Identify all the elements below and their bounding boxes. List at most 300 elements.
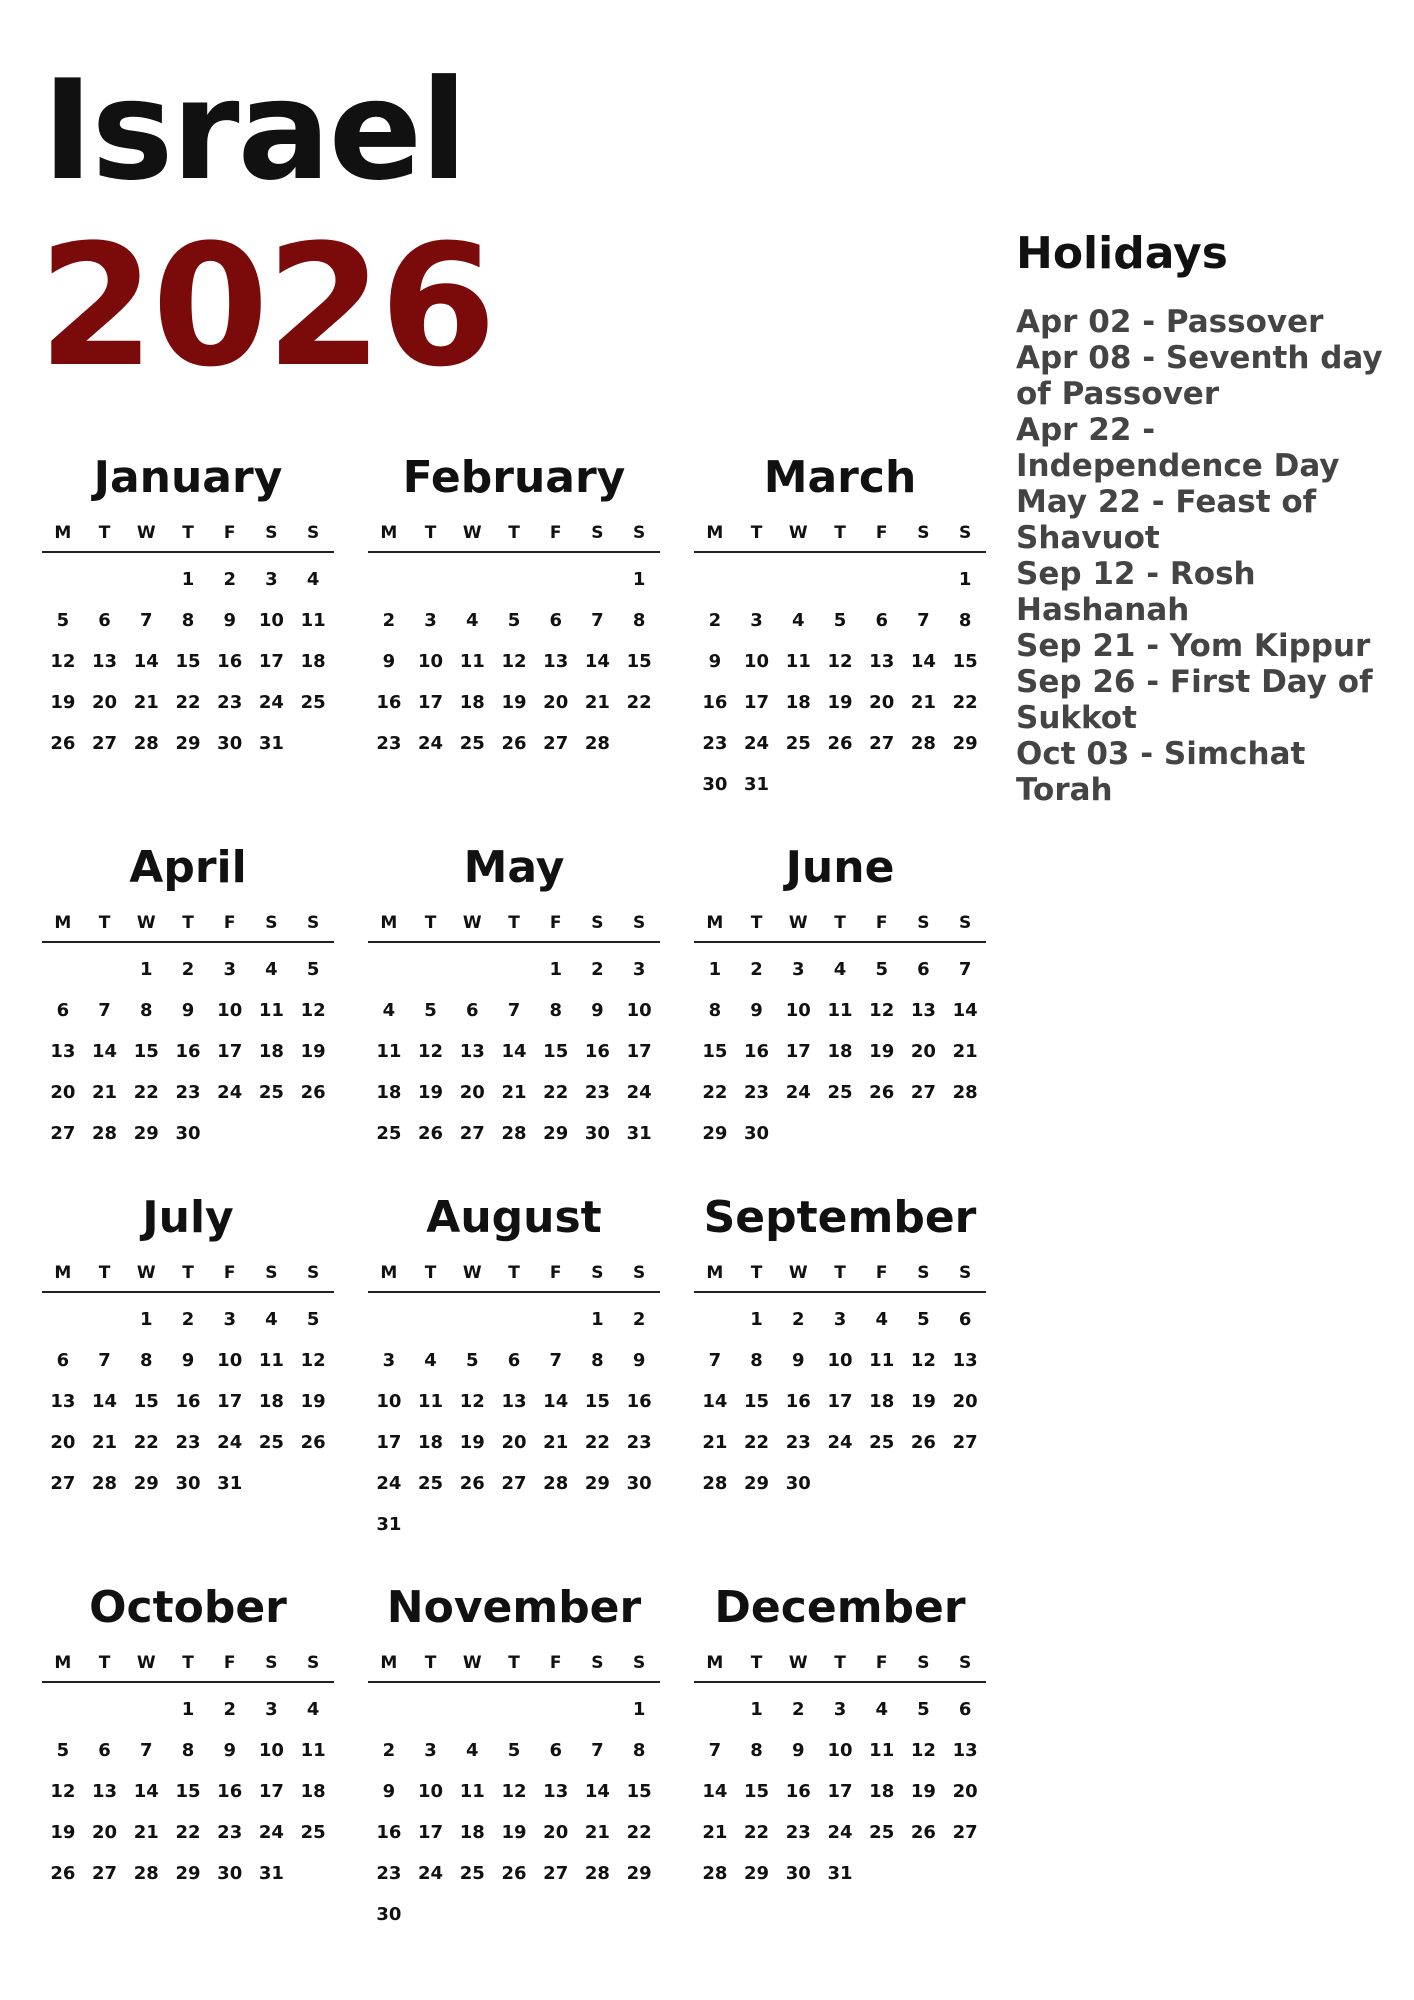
weekday-label: S bbox=[633, 1263, 646, 1283]
weekday-header bbox=[42, 1648, 334, 1678]
month-calendar-july bbox=[42, 1188, 334, 1508]
day-cell: 19 bbox=[459, 1432, 485, 1453]
day-cell: 3 bbox=[750, 610, 763, 631]
day-cell: 14 bbox=[952, 1000, 978, 1021]
empty-cell bbox=[736, 563, 778, 604]
weekday-label: T bbox=[98, 1263, 111, 1283]
day-cell: 25 bbox=[300, 1822, 326, 1843]
day-cell: 3 bbox=[382, 1350, 396, 1371]
day-cell: 6 bbox=[98, 610, 111, 631]
weekday-label: S bbox=[959, 1263, 972, 1283]
day-cell: 17 bbox=[785, 1041, 811, 1062]
month-name: August bbox=[426, 1192, 602, 1243]
weekday-header bbox=[694, 1258, 986, 1288]
day-cell: 8 bbox=[708, 1000, 722, 1021]
header-divider bbox=[694, 1681, 986, 1683]
day-cell: 22 bbox=[133, 1432, 159, 1453]
month-calendar-march bbox=[694, 448, 986, 809]
empty-cell bbox=[42, 1303, 84, 1344]
day-cell: 12 bbox=[910, 1740, 936, 1761]
day-cell: 25 bbox=[258, 1082, 284, 1103]
day-cell: 19 bbox=[300, 1041, 326, 1062]
day-cell: 5 bbox=[917, 1309, 930, 1330]
empty-cell bbox=[410, 953, 452, 994]
day-cell: 10 bbox=[258, 610, 284, 631]
day-cell: 18 bbox=[258, 1041, 284, 1062]
weekday-label: T bbox=[424, 523, 437, 543]
day-cell: 10 bbox=[626, 1000, 652, 1021]
weekday-label: S bbox=[307, 1263, 320, 1283]
day-cell: 13 bbox=[92, 651, 118, 672]
weekday-label: F bbox=[549, 1653, 562, 1673]
day-cell: 6 bbox=[958, 1699, 972, 1720]
day-cell: 18 bbox=[300, 651, 326, 672]
day-cell: 18 bbox=[459, 692, 485, 713]
day-cell: 10 bbox=[376, 1391, 402, 1412]
day-cell: 24 bbox=[258, 692, 284, 713]
weekday-label: M bbox=[54, 1263, 72, 1283]
day-cell: 25 bbox=[376, 1123, 402, 1144]
day-cell: 27 bbox=[543, 733, 569, 754]
month-calendar-october bbox=[42, 1578, 334, 1898]
day-cell: 5 bbox=[833, 610, 847, 631]
day-cell: 20 bbox=[543, 1822, 569, 1843]
day-cell: 18 bbox=[869, 1391, 895, 1412]
day-cell: 23 bbox=[217, 1822, 243, 1843]
day-cell: 4 bbox=[265, 1309, 278, 1330]
weekday-header bbox=[368, 1648, 660, 1678]
day-cell: 12 bbox=[869, 1000, 895, 1021]
month-calendar-may bbox=[368, 838, 660, 1158]
day-cell: 7 bbox=[98, 1000, 111, 1021]
day-cell: 11 bbox=[459, 651, 485, 672]
day-cell: 1 bbox=[750, 1699, 763, 1720]
header-divider bbox=[42, 1291, 334, 1293]
weekday-header bbox=[694, 1648, 986, 1678]
day-cell: 4 bbox=[875, 1699, 888, 1720]
header-divider bbox=[694, 1291, 986, 1293]
day-cell: 29 bbox=[744, 1863, 770, 1884]
day-cell: 7 bbox=[140, 1740, 153, 1761]
day-cell: 8 bbox=[958, 610, 972, 631]
weekday-label: S bbox=[917, 1653, 930, 1673]
weekday-label: T bbox=[834, 523, 846, 543]
day-cell: 30 bbox=[175, 1123, 201, 1144]
day-grid bbox=[42, 1303, 334, 1508]
day-cell: 11 bbox=[827, 1000, 853, 1021]
day-cell: 7 bbox=[591, 610, 604, 631]
holidays-heading: Holidays bbox=[1016, 228, 1228, 279]
day-cell: 12 bbox=[418, 1041, 444, 1062]
holiday-item: Sep 12 - Rosh Hashanah bbox=[1016, 556, 1256, 629]
day-cell: 12 bbox=[501, 1781, 527, 1802]
day-cell: 19 bbox=[827, 692, 853, 713]
day-cell: 6 bbox=[549, 1740, 562, 1761]
weekday-label: T bbox=[508, 1653, 520, 1673]
month-calendar-december bbox=[694, 1578, 986, 1898]
day-cell: 26 bbox=[50, 733, 76, 754]
day-cell: 16 bbox=[744, 1041, 770, 1062]
day-cell: 19 bbox=[869, 1041, 895, 1062]
weekday-header bbox=[42, 908, 334, 938]
day-cell: 23 bbox=[702, 733, 728, 754]
weekday-label: T bbox=[750, 913, 763, 933]
day-cell: 28 bbox=[584, 1863, 610, 1884]
day-cell: 3 bbox=[632, 959, 646, 980]
day-cell: 21 bbox=[133, 1822, 159, 1843]
day-cell: 30 bbox=[626, 1473, 652, 1494]
holiday-item: May 22 - Feast of Shavuot bbox=[1016, 484, 1317, 557]
day-cell: 19 bbox=[50, 1822, 76, 1843]
day-cell: 15 bbox=[133, 1391, 159, 1412]
day-cell: 2 bbox=[750, 959, 763, 980]
day-cell: 12 bbox=[910, 1350, 936, 1371]
day-cell: 7 bbox=[917, 610, 930, 631]
day-cell: 16 bbox=[785, 1391, 811, 1412]
weekday-label: T bbox=[182, 1653, 194, 1673]
day-cell: 21 bbox=[910, 692, 936, 713]
day-cell: 24 bbox=[217, 1082, 243, 1103]
day-cell: 26 bbox=[910, 1432, 936, 1453]
day-cell: 21 bbox=[702, 1822, 728, 1843]
day-cell: 30 bbox=[785, 1863, 811, 1884]
empty-cell bbox=[84, 1303, 126, 1344]
day-cell: 24 bbox=[418, 1863, 444, 1884]
day-cell: 28 bbox=[702, 1863, 728, 1884]
day-cell: 11 bbox=[258, 1000, 284, 1021]
empty-cell bbox=[577, 1693, 619, 1734]
day-cell: 9 bbox=[382, 651, 396, 672]
day-cell: 18 bbox=[300, 1781, 326, 1802]
day-cell: 2 bbox=[181, 1309, 195, 1330]
month-name: March bbox=[763, 452, 917, 503]
day-cell: 11 bbox=[785, 651, 811, 672]
day-cell: 29 bbox=[744, 1473, 770, 1494]
day-cell: 6 bbox=[875, 610, 888, 631]
day-cell: 18 bbox=[376, 1082, 402, 1103]
day-cell: 11 bbox=[300, 610, 326, 631]
weekday-label: M bbox=[380, 523, 398, 543]
day-cell: 10 bbox=[217, 1350, 243, 1371]
day-cell: 21 bbox=[501, 1082, 527, 1103]
weekday-label: T bbox=[750, 1263, 763, 1283]
day-cell: 4 bbox=[382, 1000, 396, 1021]
day-cell: 25 bbox=[869, 1822, 895, 1843]
month-name: November bbox=[386, 1582, 642, 1633]
weekday-header bbox=[42, 518, 334, 548]
day-cell: 24 bbox=[827, 1822, 853, 1843]
day-cell: 24 bbox=[785, 1082, 811, 1103]
day-cell: 11 bbox=[869, 1350, 895, 1371]
weekday-label: F bbox=[223, 1263, 236, 1283]
month-name: April bbox=[129, 842, 247, 893]
weekday-label: F bbox=[223, 913, 236, 933]
day-cell: 24 bbox=[626, 1082, 652, 1103]
day-cell: 19 bbox=[910, 1391, 936, 1412]
month-calendar-august bbox=[368, 1188, 660, 1549]
day-cell: 2 bbox=[382, 610, 396, 631]
weekday-label: S bbox=[633, 913, 646, 933]
day-cell: 7 bbox=[708, 1740, 722, 1761]
weekday-label: T bbox=[424, 1263, 437, 1283]
header-divider bbox=[42, 551, 334, 553]
day-cell: 8 bbox=[181, 1740, 195, 1761]
weekday-label: T bbox=[508, 523, 520, 543]
day-cell: 20 bbox=[910, 1041, 936, 1062]
weekday-label: W bbox=[788, 523, 808, 543]
day-grid bbox=[42, 1693, 334, 1898]
holidays-panel bbox=[1016, 230, 1406, 808]
empty-cell bbox=[694, 563, 736, 604]
day-cell: 2 bbox=[223, 569, 236, 590]
title-year: 2026 bbox=[38, 208, 494, 404]
weekday-header bbox=[694, 518, 986, 548]
weekday-label: T bbox=[182, 523, 194, 543]
day-cell: 25 bbox=[459, 1863, 485, 1884]
day-cell: 9 bbox=[591, 1000, 604, 1021]
day-cell: 3 bbox=[424, 610, 437, 631]
day-cell: 9 bbox=[181, 1350, 195, 1371]
weekday-label: S bbox=[591, 1653, 604, 1673]
header-divider bbox=[368, 551, 660, 553]
day-cell: 13 bbox=[543, 1781, 569, 1802]
weekday-label: T bbox=[98, 913, 111, 933]
weekday-label: W bbox=[788, 913, 808, 933]
day-cell: 16 bbox=[376, 692, 402, 713]
day-cell: 15 bbox=[952, 651, 978, 672]
day-cell: 17 bbox=[744, 692, 770, 713]
empty-cell bbox=[535, 1303, 577, 1344]
day-cell: 3 bbox=[833, 1309, 847, 1330]
weekday-header bbox=[368, 1258, 660, 1288]
day-cell: 31 bbox=[258, 733, 284, 754]
header-divider bbox=[42, 1681, 334, 1683]
day-cell: 14 bbox=[910, 651, 936, 672]
empty-cell bbox=[493, 953, 535, 994]
day-cell: 23 bbox=[217, 692, 243, 713]
day-cell: 29 bbox=[626, 1863, 652, 1884]
weekday-label: T bbox=[834, 913, 846, 933]
day-cell: 31 bbox=[258, 1863, 284, 1884]
day-cell: 31 bbox=[626, 1123, 652, 1144]
title-country: Israel bbox=[42, 50, 466, 211]
day-cell: 8 bbox=[750, 1350, 763, 1371]
day-cell: 12 bbox=[300, 1350, 326, 1371]
day-cell: 9 bbox=[792, 1740, 805, 1761]
empty-cell bbox=[451, 1693, 493, 1734]
day-cell: 17 bbox=[827, 1781, 853, 1802]
weekday-label: S bbox=[633, 523, 646, 543]
day-cell: 1 bbox=[181, 569, 195, 590]
day-cell: 21 bbox=[133, 692, 159, 713]
day-grid bbox=[368, 1693, 660, 1939]
day-cell: 25 bbox=[869, 1432, 895, 1453]
day-cell: 4 bbox=[424, 1350, 437, 1371]
day-cell: 20 bbox=[92, 692, 118, 713]
day-cell: 21 bbox=[584, 1822, 610, 1843]
day-grid bbox=[694, 953, 986, 1158]
day-cell: 14 bbox=[133, 651, 159, 672]
holiday-item: Apr 22 - Independence Day bbox=[1016, 412, 1340, 485]
day-cell: 27 bbox=[869, 733, 895, 754]
day-cell: 8 bbox=[750, 1740, 763, 1761]
weekday-label: T bbox=[750, 523, 763, 543]
weekday-label: F bbox=[223, 1653, 236, 1673]
day-cell: 15 bbox=[626, 1781, 652, 1802]
holiday-item: Apr 02 - Passover bbox=[1016, 304, 1324, 341]
day-cell: 27 bbox=[543, 1863, 569, 1884]
day-cell: 7 bbox=[708, 1350, 722, 1371]
day-cell: 20 bbox=[50, 1432, 76, 1453]
day-cell: 19 bbox=[501, 692, 527, 713]
day-cell: 27 bbox=[501, 1473, 527, 1494]
day-cell: 1 bbox=[632, 569, 646, 590]
day-cell: 11 bbox=[459, 1781, 485, 1802]
day-cell: 9 bbox=[632, 1350, 646, 1371]
weekday-label: F bbox=[549, 1263, 562, 1283]
empty-cell bbox=[777, 563, 819, 604]
day-cell: 25 bbox=[785, 733, 811, 754]
day-cell: 29 bbox=[175, 733, 201, 754]
day-cell: 6 bbox=[466, 1000, 479, 1021]
day-cell: 26 bbox=[910, 1822, 936, 1843]
day-cell: 16 bbox=[785, 1781, 811, 1802]
day-cell: 1 bbox=[750, 1309, 763, 1330]
month-calendar-february bbox=[368, 448, 660, 768]
day-cell: 31 bbox=[744, 774, 770, 795]
empty-cell bbox=[125, 1693, 167, 1734]
day-cell: 8 bbox=[140, 1000, 153, 1021]
day-cell: 17 bbox=[626, 1041, 652, 1062]
day-cell: 4 bbox=[306, 569, 320, 590]
day-cell: 26 bbox=[300, 1432, 326, 1453]
day-cell: 15 bbox=[543, 1041, 569, 1062]
day-cell: 29 bbox=[702, 1123, 728, 1144]
month-name: September bbox=[703, 1192, 977, 1243]
day-cell: 30 bbox=[376, 1904, 402, 1925]
day-cell: 22 bbox=[744, 1432, 770, 1453]
day-cell: 15 bbox=[175, 651, 201, 672]
day-cell: 30 bbox=[785, 1473, 811, 1494]
day-cell: 26 bbox=[501, 733, 527, 754]
day-cell: 20 bbox=[50, 1082, 76, 1103]
day-cell: 18 bbox=[418, 1432, 444, 1453]
day-cell: 12 bbox=[50, 651, 76, 672]
day-cell: 11 bbox=[300, 1740, 326, 1761]
weekday-label: W bbox=[462, 1653, 482, 1673]
day-cell: 24 bbox=[376, 1473, 402, 1494]
day-cell: 18 bbox=[869, 1781, 895, 1802]
day-cell: 26 bbox=[501, 1863, 527, 1884]
day-cell: 7 bbox=[549, 1350, 562, 1371]
day-cell: 23 bbox=[584, 1082, 610, 1103]
day-cell: 22 bbox=[175, 692, 201, 713]
weekday-label: T bbox=[98, 523, 111, 543]
day-cell: 29 bbox=[133, 1473, 159, 1494]
day-cell: 15 bbox=[744, 1391, 770, 1412]
day-cell: 16 bbox=[217, 1781, 243, 1802]
empty-cell bbox=[451, 953, 493, 994]
day-cell: 25 bbox=[459, 733, 485, 754]
empty-cell bbox=[493, 563, 535, 604]
month-name: July bbox=[142, 1192, 234, 1243]
day-cell: 17 bbox=[258, 651, 284, 672]
day-cell: 9 bbox=[750, 1000, 763, 1021]
day-cell: 29 bbox=[543, 1123, 569, 1144]
day-cell: 14 bbox=[92, 1041, 118, 1062]
day-cell: 11 bbox=[376, 1041, 402, 1062]
day-cell: 16 bbox=[217, 651, 243, 672]
day-cell: 22 bbox=[584, 1432, 610, 1453]
day-cell: 6 bbox=[98, 1740, 111, 1761]
day-cell: 5 bbox=[875, 959, 888, 980]
day-cell: 3 bbox=[265, 1699, 278, 1720]
weekday-label: M bbox=[54, 1653, 72, 1673]
day-cell: 5 bbox=[507, 1740, 521, 1761]
day-cell: 8 bbox=[632, 610, 646, 631]
day-grid bbox=[694, 1303, 986, 1508]
weekday-label: M bbox=[706, 1653, 724, 1673]
day-cell: 6 bbox=[56, 1350, 70, 1371]
day-cell: 1 bbox=[708, 959, 722, 980]
day-cell: 20 bbox=[543, 692, 569, 713]
day-cell: 5 bbox=[306, 959, 320, 980]
weekday-label: S bbox=[917, 913, 930, 933]
day-cell: 5 bbox=[56, 1740, 70, 1761]
day-cell: 4 bbox=[792, 610, 805, 631]
weekday-label: F bbox=[549, 523, 562, 543]
day-cell: 25 bbox=[418, 1473, 444, 1494]
day-cell: 15 bbox=[744, 1781, 770, 1802]
holiday-item: Apr 08 - Seventh day of Passover bbox=[1016, 340, 1383, 413]
day-grid bbox=[694, 1693, 986, 1898]
day-cell: 26 bbox=[418, 1123, 444, 1144]
empty-cell bbox=[903, 563, 945, 604]
day-cell: 28 bbox=[133, 1863, 159, 1884]
day-cell: 31 bbox=[217, 1473, 243, 1494]
month-name: October bbox=[89, 1582, 287, 1633]
day-cell: 1 bbox=[549, 959, 562, 980]
day-cell: 4 bbox=[833, 959, 847, 980]
day-cell: 19 bbox=[910, 1781, 936, 1802]
empty-cell bbox=[577, 563, 619, 604]
weekday-label: W bbox=[136, 1653, 156, 1673]
weekday-label: T bbox=[424, 913, 437, 933]
empty-cell bbox=[42, 953, 84, 994]
day-cell: 6 bbox=[917, 959, 930, 980]
day-cell: 3 bbox=[265, 569, 278, 590]
day-cell: 20 bbox=[952, 1391, 978, 1412]
day-cell: 13 bbox=[952, 1350, 978, 1371]
day-cell: 6 bbox=[549, 610, 562, 631]
empty-cell bbox=[42, 563, 84, 604]
day-cell: 22 bbox=[543, 1082, 569, 1103]
day-cell: 20 bbox=[869, 692, 895, 713]
month-calendar-june bbox=[694, 838, 986, 1158]
day-cell: 20 bbox=[459, 1082, 485, 1103]
day-cell: 14 bbox=[702, 1391, 728, 1412]
day-cell: 17 bbox=[418, 1822, 444, 1843]
header-divider bbox=[368, 1291, 660, 1293]
empty-cell bbox=[694, 1693, 736, 1734]
day-cell: 16 bbox=[175, 1041, 201, 1062]
weekday-label: S bbox=[265, 1653, 278, 1673]
day-cell: 12 bbox=[827, 651, 853, 672]
day-cell: 3 bbox=[792, 959, 805, 980]
day-cell: 2 bbox=[591, 959, 604, 980]
month-name: May bbox=[463, 842, 565, 893]
day-cell: 23 bbox=[175, 1082, 201, 1103]
